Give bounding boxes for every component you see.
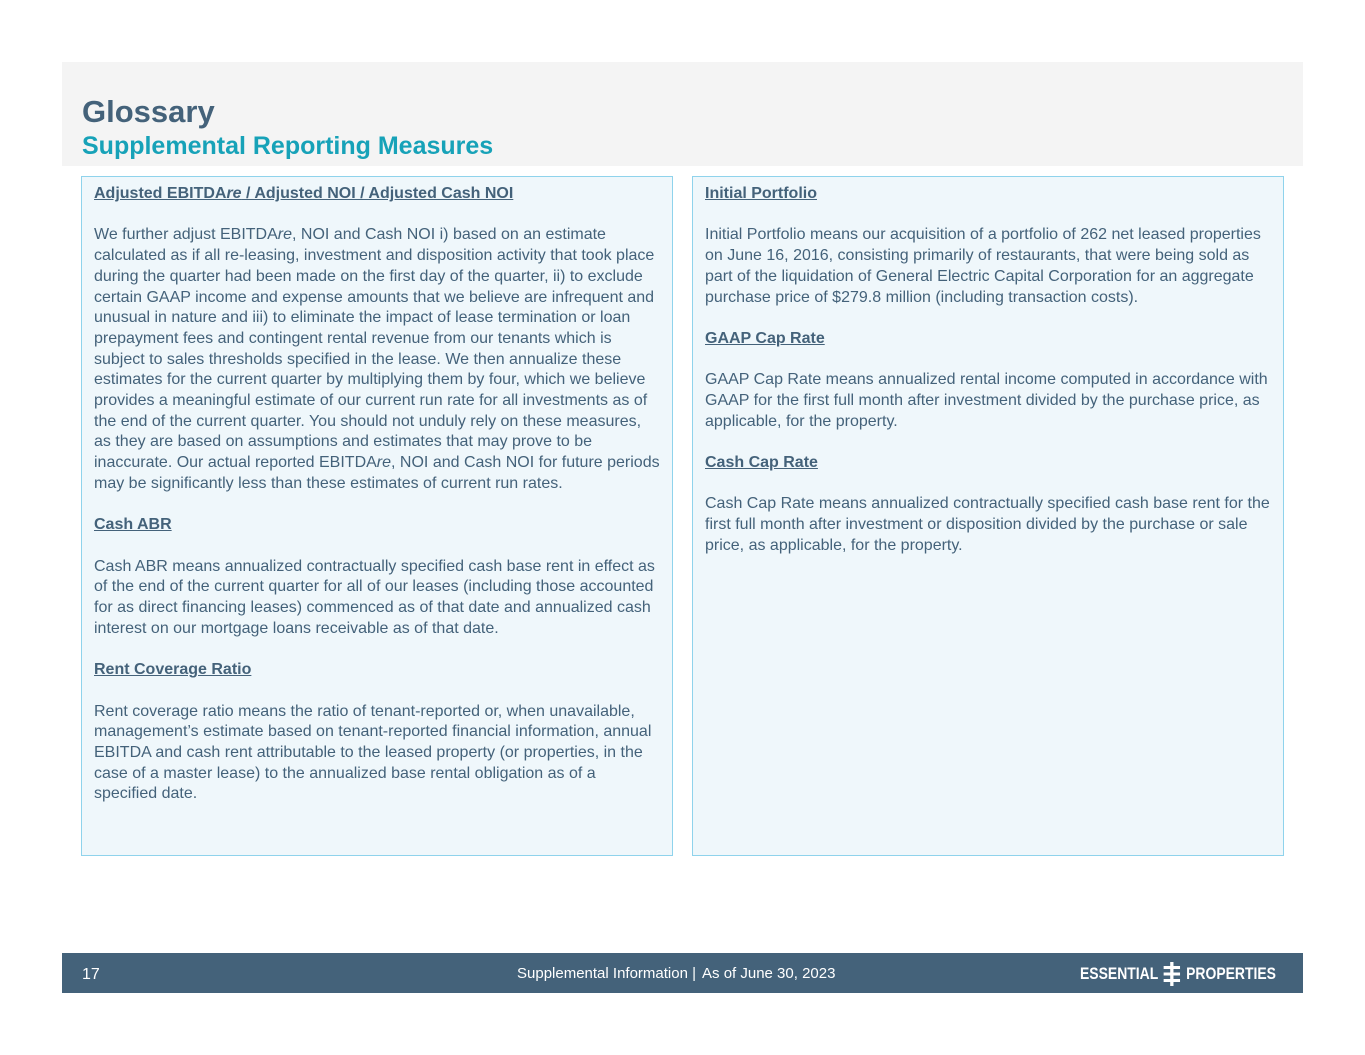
footer-bar — [62, 953, 1303, 993]
heading-italic-text: re — [226, 185, 242, 202]
section-heading-rent-coverage-ratio: Rent Coverage Ratio — [94, 661, 252, 679]
footer-date: As of June 30, 2023 — [702, 965, 836, 982]
logo-mark-icon — [1163, 962, 1181, 986]
section-body-cash-abr: Cash ABR means annualized contractually specified cash base rent in effect as of the end of the current quarter for all of our leases (including those accounted for as direct financing leases) commenced as of that date and annualized cash interest on our mortgage loans receivable as of that date. — [94, 557, 655, 637]
heading-text: Adjusted EBITDA — [94, 185, 227, 202]
section-heading-gaap-cap-rate: GAAP Cap Rate — [705, 329, 825, 347]
heading-text: / Adjusted NOI / Adjusted Cash NOI — [241, 185, 514, 202]
right-glossary-panel — [692, 176, 1284, 856]
section-heading-cash-cap-rate: Cash Cap Rate — [705, 454, 818, 472]
essential-properties-logo — [1080, 963, 1276, 985]
page-subtitle: Supplemental Reporting Measures — [82, 132, 494, 160]
body-italic-text: re — [277, 226, 293, 244]
section-heading-adjusted-ebitdare — [94, 184, 660, 205]
body-text: , NOI and Cash NOI for future periods may be significantly less than these estimates of current run rates. — [94, 454, 660, 492]
body-italic-text: re — [376, 454, 392, 472]
page-title: Glossary — [82, 94, 215, 129]
footer-label-text: Supplemental Information — [517, 965, 688, 982]
footer-separator: | — [692, 965, 697, 982]
section-body-rent-coverage-ratio: Rent coverage ratio means the ratio of tenant-reported or, when unavailable, management’s estimate based on tenant-reported financial information, annual EBITDA and cash rent attributable to the leased property (or properties, in the case of a master lease) to the annualized base rental obligation as of a specified date. — [94, 702, 652, 803]
footer-label — [517, 965, 835, 982]
logo-text-left: ESSENTIAL — [1080, 964, 1159, 983]
body-text: We further adjust EBITDA — [94, 226, 278, 244]
section-heading-initial-portfolio: Initial Portfolio — [705, 185, 817, 202]
section-body-gaap-cap-rate: GAAP Cap Rate means annualized rental income computed in accordance with GAAP for the first full month after investment divided by the purchase price, as applicable, for the property. — [705, 371, 1268, 430]
section-body-cash-cap-rate: Cash Cap Rate means annualized contractually specified cash base rent for the first full month after investment or disposition divided by the purchase or sale price, as applicable, for the property. — [705, 495, 1270, 554]
left-glossary-panel — [81, 176, 673, 856]
body-text: , NOI and Cash NOI i) based on an estimate calculated as if all re-leasing, investment and disposition activity that took place during the quarter had been made on the first day of the quarter, ii) to exclude certain GAAP income and expense amounts that we believe are infrequent and unusual in nature and iii) to eliminate the impact of lease termination or loan prepayment fees and contingent rental revenue from our tenants which is subject to sales thresholds specified in the lease. We then annualize these estimates for the current quarter by multiplying them by four, which we believe provides a meaningful estimate of our current run rate for all investments as of the end of the current quarter. You should not unduly rely on these measures, as they are based on assumptions and estimates that may prove to be inaccurate. Our actual reported EBITDA — [94, 226, 655, 472]
page-number: 17 — [82, 966, 100, 983]
section-heading-cash-abr: Cash ABR — [94, 516, 172, 534]
section-body-initial-portfolio: Initial Portfolio means our acquisition of a portfolio of 262 net leased properties on June 16, 2016, consisting primarily of restaurants, that were being sold as part of the liquidation of General Electric Capital Corporation for an aggregate purchase price of $279.8 million (including transaction costs). — [705, 226, 1261, 306]
logo-text-right: PROPERTIES — [1186, 964, 1276, 983]
section-body-adjusted-ebitdare — [94, 225, 660, 494]
